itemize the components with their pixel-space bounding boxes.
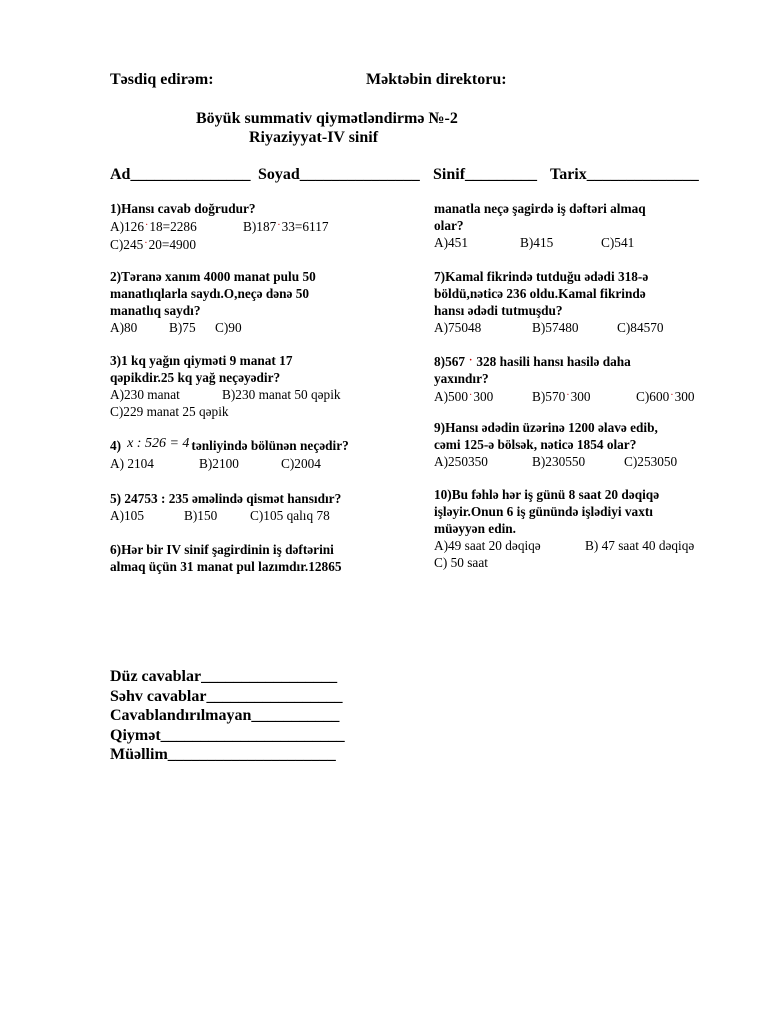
surname-field[interactable]: Soyad_______________: [258, 166, 420, 183]
wrong-answers-field[interactable]: Səhv cavablar_________________: [110, 687, 343, 705]
director-label: Məktəbin direktoru:: [366, 71, 507, 88]
name-field[interactable]: Ad_______________: [110, 166, 251, 183]
correct-answers-field[interactable]: Düz cavablar_________________: [110, 668, 338, 685]
class-field[interactable]: Sinif_________: [433, 166, 538, 183]
multiply-icon: ·: [277, 220, 281, 231]
question-2: 2)Təranə xanım 4000 manat pulu 50 manatlıqlarla saydı.O,neçə dənə 50 manatlıq saydı? A)80 B)75 C)90: [110, 269, 316, 335]
question-6-end: manatla neçə şagirdə iş dəftəri almaq olar? A)451 B)415 C)541: [434, 201, 646, 250]
question-8: 8)567 · 328 hasili hansı hasilə daha yaxındır? A)500·300 B)570·300 C)600·300: [434, 354, 695, 404]
question-7: 7)Kamal fikrində tutduğu ədədi 318-ə böldü,nəticə 236 oldu.Kamal fikrində hansı ədədi tutmuşdu? A)75048 B)57480 C)84570: [434, 269, 664, 335]
approve-label: Təsdiq edirəm:: [110, 71, 214, 88]
teacher-field[interactable]: Müəllim_____________________: [110, 746, 336, 763]
page-subtitle: Riyaziyyat-IV sinif: [249, 129, 379, 146]
multiply-icon: ·: [670, 390, 674, 401]
question-1: 1)Hansı cavab doğrudur? A)126·18=2286 B)187·33=6117 C)245·20=4900: [110, 201, 329, 252]
equation: x : 526 = 4: [127, 436, 190, 451]
grade-field[interactable]: Qiymət_______________________: [110, 726, 345, 744]
question-10: 10)Bu fəhlə hər iş günü 8 saat 20 dəqiqə işləyir.Onun 6 iş günündə işlədiyi vaxtı müəyyən edin. A)49 saat 20 dəqiqə B) 47 saat 40 dəqiqə C) 50 saat: [434, 487, 695, 570]
multiply-icon: ·: [566, 390, 570, 401]
unanswered-field[interactable]: Cavablandırılmayan___________: [110, 707, 340, 724]
multiply-icon: ·: [144, 238, 148, 249]
page-title: Böyük summativ qiymətləndirmə №-2: [196, 110, 458, 127]
question-5: 5) 24753 : 235 əməlində qismət hansıdır? A)105 B)150 C)105 qalıq 78: [110, 491, 342, 523]
question-3: 3)1 kq yağın qiyməti 9 manat 17 qəpikdir.25 kq yağ neçəyədir? A)230 manat B)230 manat 50 qəpik C)229 manat 25 qəpik: [110, 353, 341, 419]
date-field[interactable]: Tarix______________: [550, 166, 699, 183]
question-6-start: 6)Hər bir IV sinif şagirdinin iş dəftərini almaq üçün 31 manat pul lazımdır.12865: [110, 542, 342, 574]
multiply-icon: ·: [469, 355, 473, 366]
question-9: 9)Hansı ədədin üzərinə 1200 əlavə edib, cəmi 125-ə bölsək, nəticə 1854 olar? A)250350 B)230550 C)253050: [434, 420, 678, 469]
question-4: 4) x : 526 = 4 tənliyində bölünən neçədir? A) 2104 B)2100 C)2004: [110, 436, 349, 471]
results-block: [110, 667, 345, 765]
multiply-icon: ·: [468, 390, 473, 401]
multiply-icon: ·: [144, 220, 149, 231]
